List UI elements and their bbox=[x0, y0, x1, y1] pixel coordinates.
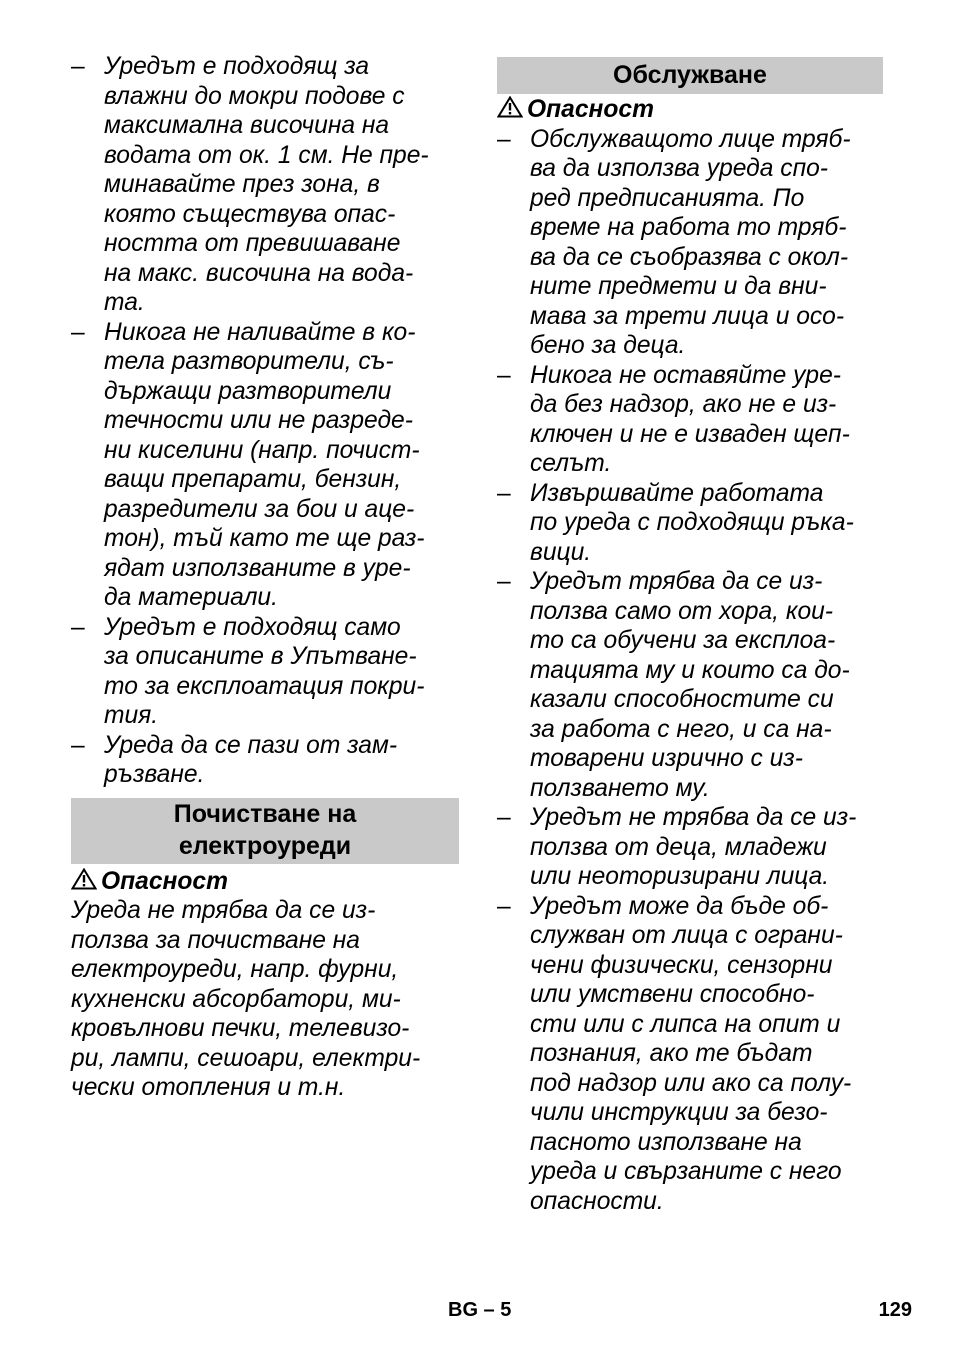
text-line: чески отопления и т.н. bbox=[71, 1074, 346, 1101]
text-line: уреда и свързаните с него bbox=[530, 1158, 842, 1185]
text-line: товарени изрично с из- bbox=[530, 745, 803, 772]
text-line: ващи препарати, бензин, bbox=[104, 466, 402, 493]
text-line: на макс. височина на вода- bbox=[104, 259, 414, 287]
text-line: Уредът не трябва да се из- bbox=[530, 804, 857, 831]
text-line: то са обучени за експлоа- bbox=[530, 627, 836, 654]
text-line: или умствени способно- bbox=[530, 981, 815, 1008]
text-line: течности или не разреде- bbox=[104, 407, 413, 434]
section-heading-cleaning-appliances bbox=[71, 798, 459, 864]
text-line: вици. bbox=[530, 538, 592, 566]
text-line: служван от лица с ограни- bbox=[530, 922, 843, 949]
bullet-dash: – bbox=[71, 318, 85, 346]
bullet-dash: – bbox=[497, 479, 511, 507]
text-line: Уредът е подходящ за bbox=[104, 53, 370, 80]
text-line: ключен и не е изваден щеп- bbox=[530, 420, 850, 448]
text-line: по уреда с подходящи ръка- bbox=[530, 509, 854, 536]
text-line: мава за трети лица и осо- bbox=[530, 302, 845, 330]
bullet-dash: – bbox=[71, 613, 85, 641]
text-line: Уредът е подходящ само bbox=[104, 613, 401, 641]
text-line: кровълнови печки, телевизо- bbox=[71, 1015, 410, 1042]
right-bullet-list bbox=[497, 125, 883, 1217]
section-heading-line: Почистване на bbox=[173, 799, 357, 828]
text-line: бено за деца. bbox=[530, 332, 686, 359]
text-line: казали способностите си bbox=[530, 686, 834, 713]
text-line: която съществува опас- bbox=[104, 200, 396, 228]
danger-label bbox=[497, 95, 883, 125]
text-line: ползването му. bbox=[530, 774, 710, 802]
danger-paragraph bbox=[71, 896, 459, 1103]
text-line: ред предписанията. По bbox=[530, 184, 805, 212]
text-line: Уреда не трябва да се из- bbox=[71, 897, 376, 924]
left-column bbox=[71, 52, 459, 1103]
text-line: ва да се съобразява с окол- bbox=[530, 243, 849, 271]
text-line: под надзор или ако са полу- bbox=[530, 1069, 852, 1097]
footer-section-code: BG – 5 bbox=[448, 1299, 512, 1321]
bullet-item bbox=[497, 803, 883, 892]
text-line: да без надзор, ако не е из- bbox=[530, 391, 837, 418]
bullet-item bbox=[71, 731, 459, 790]
text-line: държащи разтворители bbox=[104, 377, 392, 405]
text-line: ръзване. bbox=[104, 761, 205, 788]
text-line: опасности. bbox=[530, 1187, 664, 1215]
text-line: чени физически, сензорни bbox=[530, 951, 833, 979]
section-heading-maintenance: Обслужване bbox=[497, 57, 883, 94]
text-line: или неоторизирани лица. bbox=[530, 863, 830, 890]
right-column bbox=[497, 52, 883, 1216]
bullet-item bbox=[71, 613, 459, 731]
text-line: Никога не оставяйте уре- bbox=[530, 361, 841, 389]
text-line: електроуреди, напр. фурни, bbox=[71, 956, 399, 983]
text-line: ните предмети и да вни- bbox=[530, 273, 827, 300]
text-line: ползва от деца, младежи bbox=[530, 833, 827, 861]
bullet-dash: – bbox=[497, 361, 511, 389]
bullet-item bbox=[497, 479, 883, 568]
text-line: кухненски абсорбатори, ми- bbox=[71, 985, 401, 1013]
text-line: сти или с липса на опит и bbox=[530, 1010, 841, 1038]
section-heading-line: електроуреди bbox=[178, 831, 352, 860]
text-line: влажни до мокри подове с bbox=[104, 82, 405, 110]
text-line: ползва за почистване на bbox=[71, 926, 360, 954]
text-line: тела разтворители, съ- bbox=[104, 348, 394, 375]
text-line: Извършвайте работата bbox=[530, 479, 824, 507]
bullet-dash: – bbox=[497, 568, 511, 595]
text-line: време на работа то тряб- bbox=[530, 214, 847, 241]
text-line: водата от ок. 1 см. Не пре- bbox=[104, 141, 429, 169]
text-line: минавайте през зона, в bbox=[104, 171, 380, 198]
text-line: то за експлоатация покри- bbox=[104, 672, 425, 700]
text-line: ни киселини (напр. почист- bbox=[104, 436, 420, 464]
text-line: Уредът трябва да се из- bbox=[530, 568, 823, 595]
bullet-dash: – bbox=[497, 804, 511, 831]
danger-label-text: Опасност bbox=[101, 867, 228, 895]
text-line: максимална височина на bbox=[104, 112, 390, 139]
text-line: чили инструкции за безо- bbox=[530, 1099, 828, 1126]
text-line: пасното използване на bbox=[530, 1128, 802, 1156]
text-line: ползва само от хора, кои- bbox=[530, 597, 834, 625]
danger-label bbox=[71, 867, 459, 897]
bullet-item bbox=[71, 52, 459, 318]
footer-page-number: 129 bbox=[878, 1299, 912, 1321]
text-line: ността от превишаване bbox=[104, 230, 401, 257]
text-line: ва да използва уреда спо- bbox=[530, 155, 828, 182]
left-bullet-list bbox=[71, 52, 459, 790]
text-line: селът. bbox=[530, 450, 612, 477]
bullet-dash: – bbox=[71, 731, 85, 759]
bullet-dash: – bbox=[71, 53, 85, 80]
bullet-item bbox=[497, 567, 883, 803]
text-line: тия. bbox=[104, 702, 159, 729]
text-line: тацията му и които са до- bbox=[530, 656, 850, 684]
bullet-item bbox=[497, 892, 883, 1217]
text-line: ри, лампи, сешоари, електри- bbox=[71, 1044, 421, 1072]
bullet-dash: – bbox=[497, 892, 511, 920]
text-line: тон), тъй като те ще раз- bbox=[104, 525, 425, 552]
warning-triangle-icon bbox=[497, 96, 523, 118]
text-line: Никога не наливайте в ко- bbox=[104, 318, 416, 346]
text-line: за описаните в Упътване- bbox=[104, 643, 417, 670]
text-line: Уредът може да бъде об- bbox=[530, 892, 829, 920]
bullet-item bbox=[497, 361, 883, 479]
text-line: разредители за бои и аце- bbox=[104, 495, 415, 523]
warning-triangle-icon bbox=[71, 868, 97, 890]
text-line: за работа с него, и са на- bbox=[530, 715, 832, 743]
text-line: ядат използваните в уре- bbox=[104, 554, 411, 582]
text-line: познания, ако те бъдат bbox=[530, 1040, 813, 1067]
bullet-item bbox=[497, 125, 883, 361]
text-line: та. bbox=[104, 289, 145, 316]
bullet-item bbox=[71, 318, 459, 613]
text-line: Обслужващото лице тряб- bbox=[530, 125, 851, 153]
danger-label-text: Опасност bbox=[527, 96, 654, 123]
bullet-dash: – bbox=[497, 125, 511, 153]
text-line: да материали. bbox=[104, 584, 278, 611]
text-line: Уреда да се пази от зам- bbox=[104, 731, 398, 759]
